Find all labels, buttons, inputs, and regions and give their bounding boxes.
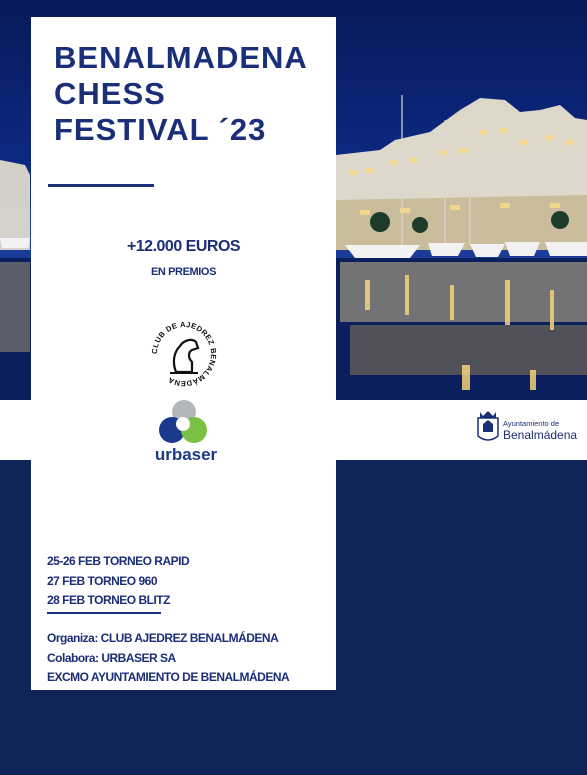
credit-item: Organiza: CLUB AJEDREZ BENALMÁDENA bbox=[47, 631, 279, 645]
prize-amount: +12.000 EUROS bbox=[126, 238, 241, 255]
urbaser-logo bbox=[150, 394, 222, 466]
chess-club-logo bbox=[148, 318, 220, 390]
title-line-1: BENALMADENA bbox=[54, 40, 308, 75]
title-line-2: CHESS bbox=[54, 76, 166, 111]
svg-text:CLUB DE AJEDREZ BENALMÁDENA bbox=[150, 320, 218, 388]
urbaser-wordmark: urbaser bbox=[154, 445, 218, 464]
schedule-item: 28 FEB TORNEO BLITZ bbox=[47, 593, 170, 607]
ayuntamiento-small-text: Ayuntamiento de bbox=[503, 419, 560, 428]
schedule-item: 27 FEB TORNEO 960 bbox=[47, 573, 157, 588]
title-divider bbox=[48, 184, 154, 187]
ayuntamiento-name-text: Benalmádena bbox=[503, 428, 578, 442]
schedule-divider bbox=[47, 612, 161, 614]
organizer-credits bbox=[47, 629, 289, 688]
tournament-schedule bbox=[47, 552, 189, 611]
schedule-item: 25-26 FEB TORNEO RAPID bbox=[47, 554, 190, 568]
festival-title bbox=[54, 40, 308, 148]
club-ring-text: CLUB DE AJEDREZ BENALMÁDENA bbox=[149, 319, 219, 389]
prize-label: EN PREMIOS bbox=[150, 266, 217, 278]
title-line-3: FESTIVAL ´23 bbox=[54, 112, 267, 147]
credit-item: EXCMO AYUNTAMIENTO DE BENALMÁDENA bbox=[47, 670, 290, 684]
credit-item: Colabora: URBASER SA bbox=[47, 650, 176, 665]
knight-icon bbox=[174, 340, 198, 372]
